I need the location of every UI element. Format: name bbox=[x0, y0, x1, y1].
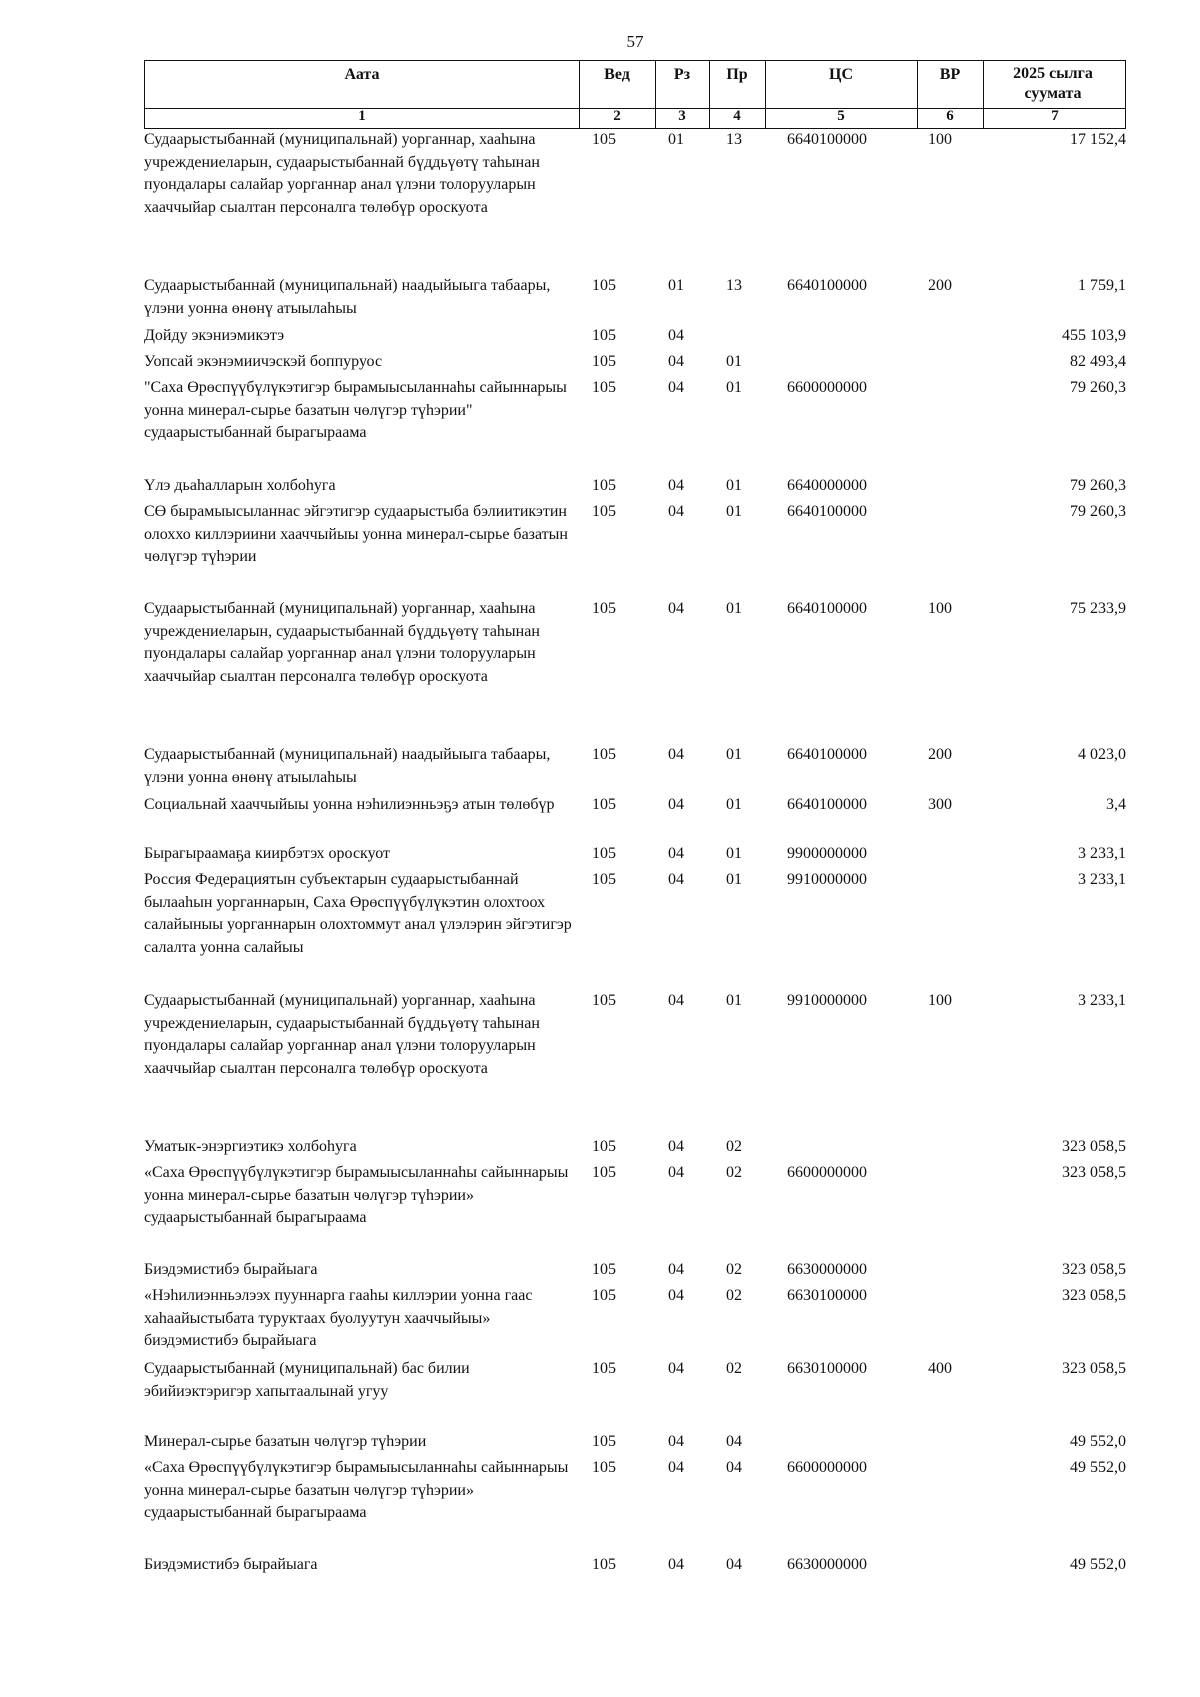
row-pr: 02 bbox=[726, 1360, 742, 1377]
row-vr: 100 bbox=[928, 992, 952, 1009]
row-cs: 6630000000 bbox=[787, 1261, 867, 1278]
row-ved: 105 bbox=[592, 1433, 616, 1450]
row-rz: 04 bbox=[668, 353, 684, 370]
column-number: 2 bbox=[613, 108, 621, 124]
row-name: Социальнай хааччыйыы уонна нэһилиэнньэҕэ атын төлөбүр bbox=[144, 796, 555, 813]
row-ved: 105 bbox=[592, 992, 616, 1009]
row-name: Россия Федерациятын субъектарын судаарыстыбаннай былааһын уорганнарын, Саха Өрөспүүбүлүкэтин олохтоох салайыныы уорганнарын олохтоммут анал үлэлэрин эйгэтигэр салалта уонна салайыы bbox=[144, 871, 572, 956]
row-cs: 6640100000 bbox=[787, 746, 867, 763]
row-ved: 105 bbox=[592, 131, 616, 148]
row-pr: 04 bbox=[726, 1556, 742, 1573]
row-sum: 79 260,3 bbox=[1070, 503, 1126, 520]
row-ved: 105 bbox=[592, 1556, 616, 1573]
row-name: Уматык-энэргиэтикэ холбоһуга bbox=[144, 1138, 357, 1155]
row-ved: 105 bbox=[592, 1287, 616, 1304]
row-sum: 323 058,5 bbox=[1062, 1138, 1126, 1155]
row-ved: 105 bbox=[592, 746, 616, 763]
row-sum: 79 260,3 bbox=[1070, 379, 1126, 396]
row-vr: 100 bbox=[928, 600, 952, 617]
row-name: Судаарыстыбаннай (муниципальнай) бас билии эбийиэктэригэр хапытаалынай угуу bbox=[144, 1360, 470, 1400]
row-rz: 04 bbox=[668, 871, 684, 888]
row-sum: 323 058,5 bbox=[1062, 1360, 1126, 1377]
row-sum: 3,4 bbox=[1106, 796, 1126, 813]
row-rz: 04 bbox=[668, 327, 684, 344]
row-name: Судаарыстыбаннай (муниципальнай) наадыйыыга табаары, үлэни уонна өнөнү атыылаһыы bbox=[144, 277, 551, 317]
row-pr: 01 bbox=[726, 503, 742, 520]
row-cs: 9910000000 bbox=[787, 992, 867, 1009]
row-pr: 01 bbox=[726, 845, 742, 862]
row-rz: 04 bbox=[668, 746, 684, 763]
row-cs: 6600000000 bbox=[787, 1164, 867, 1181]
row-sum: 17 152,4 bbox=[1070, 131, 1126, 148]
row-rz: 01 bbox=[668, 131, 684, 148]
row-pr: 01 bbox=[726, 871, 742, 888]
row-ved: 105 bbox=[592, 845, 616, 862]
column-number: 7 bbox=[1051, 108, 1059, 124]
row-ved: 105 bbox=[592, 1261, 616, 1278]
row-cs: 9910000000 bbox=[787, 871, 867, 888]
row-rz: 04 bbox=[668, 600, 684, 617]
row-sum: 3 233,1 bbox=[1078, 992, 1126, 1009]
row-name: Судаарыстыбаннай (муниципальнай) уорганнар, хааһына учреждениеларын, судаарыстыбаннай бүддьүөтү таһынан пуондалары салайар уорганнар анал үлэни толорууларын хааччыйар сыалтан персоналга төлөбүр ороскуота bbox=[144, 992, 540, 1077]
row-sum: 323 058,5 bbox=[1062, 1164, 1126, 1181]
row-sum: 323 058,5 bbox=[1062, 1287, 1126, 1304]
row-pr: 13 bbox=[726, 131, 742, 148]
row-name: Судаарыстыбаннай (муниципальнай) наадыйыыга табаары, үлэни уонна өнөнү атыылаһыы bbox=[144, 746, 551, 786]
row-pr: 02 bbox=[726, 1164, 742, 1181]
row-ved: 105 bbox=[592, 353, 616, 370]
row-cs: 6640100000 bbox=[787, 796, 867, 813]
row-sum: 79 260,3 bbox=[1070, 477, 1126, 494]
row-vr: 200 bbox=[928, 746, 952, 763]
row-name: Уопсай экэнэмиичэскэй боппуруос bbox=[144, 353, 383, 370]
row-name: Минерал-сырье базатын чөлүгэр түһэрии bbox=[144, 1433, 427, 1450]
row-cs: 6640000000 bbox=[787, 477, 867, 494]
row-name: «Нэһилиэнньэлээх пууннарга гааһы киллэрии уонна гаас хаһаайыстыбата туруктаах буолуутун хааччыйыы» биэдэмистибэ бырайыага bbox=[144, 1287, 533, 1350]
row-pr: 04 bbox=[726, 1459, 742, 1476]
row-rz: 04 bbox=[668, 796, 684, 813]
row-pr: 02 bbox=[726, 1138, 742, 1155]
row-ved: 105 bbox=[592, 871, 616, 888]
row-name: Биэдэмистибэ бырайыага bbox=[144, 1556, 318, 1573]
row-rz: 04 bbox=[668, 1556, 684, 1573]
header-name: Аата bbox=[344, 66, 380, 83]
row-vr: 400 bbox=[928, 1360, 952, 1377]
row-vr: 100 bbox=[928, 131, 952, 148]
row-sum: 49 552,0 bbox=[1070, 1433, 1126, 1450]
row-sum: 3 233,1 bbox=[1078, 871, 1126, 888]
row-sum: 49 552,0 bbox=[1070, 1556, 1126, 1573]
row-ved: 105 bbox=[592, 1164, 616, 1181]
row-ved: 105 bbox=[592, 327, 616, 344]
row-name: Биэдэмистибэ бырайыага bbox=[144, 1261, 318, 1278]
row-rz: 04 bbox=[668, 1459, 684, 1476]
row-sum: 3 233,1 bbox=[1078, 845, 1126, 862]
row-ved: 105 bbox=[592, 1360, 616, 1377]
row-pr: 04 bbox=[726, 1433, 742, 1450]
row-ved: 105 bbox=[592, 1138, 616, 1155]
row-pr: 01 bbox=[726, 796, 742, 813]
header-rz: Рз bbox=[673, 66, 691, 83]
row-cs: 6640100000 bbox=[787, 503, 867, 520]
row-rz: 04 bbox=[668, 503, 684, 520]
row-name: Үлэ дьаһалларын холбоһуга bbox=[144, 477, 336, 494]
row-rz: 04 bbox=[668, 1360, 684, 1377]
row-ved: 105 bbox=[592, 600, 616, 617]
row-sum: 323 058,5 bbox=[1062, 1261, 1126, 1278]
header-pr: Пр bbox=[726, 66, 748, 83]
row-rz: 04 bbox=[668, 845, 684, 862]
column-number: 3 bbox=[678, 108, 686, 124]
row-cs: 6630000000 bbox=[787, 1556, 867, 1573]
row-sum: 1 759,1 bbox=[1078, 277, 1126, 294]
row-sum: 4 023,0 bbox=[1078, 746, 1126, 763]
row-rz: 04 bbox=[668, 477, 684, 494]
row-pr: 01 bbox=[726, 992, 742, 1009]
row-sum: 82 493,4 bbox=[1070, 353, 1126, 370]
row-rz: 04 bbox=[668, 1433, 684, 1450]
row-pr: 02 bbox=[726, 1261, 742, 1278]
row-rz: 04 bbox=[668, 992, 684, 1009]
row-cs: 6600000000 bbox=[787, 379, 867, 396]
column-number: 1 bbox=[358, 108, 366, 124]
row-sum: 455 103,9 bbox=[1062, 327, 1126, 344]
row-name: «Саха Өрөспүүбүлүкэтигэр бырамыысыланнаһы сайыннарыы уонна минерал-сырье базатын чөлүгэр түһэрии» судаарыстыбаннай бырагыраама bbox=[144, 1164, 569, 1227]
row-pr: 13 bbox=[726, 277, 742, 294]
row-cs: 6640100000 bbox=[787, 277, 867, 294]
row-pr: 02 bbox=[726, 1287, 742, 1304]
row-rz: 04 bbox=[668, 1287, 684, 1304]
row-pr: 01 bbox=[726, 353, 742, 370]
row-cs: 6640100000 bbox=[787, 600, 867, 617]
row-pr: 01 bbox=[726, 600, 742, 617]
row-name: Судаарыстыбаннай (муниципальнай) уорганнар, хааһына учреждениеларын, судаарыстыбаннай бүддьүөтү таһынан пуондалары салайар уорганнар анал үлэни толорууларын хааччыйар сыалтан персоналга төлөбүр ороскуота bbox=[144, 131, 540, 216]
row-vr: 300 bbox=[928, 796, 952, 813]
row-name: «Саха Өрөспүүбүлүкэтигэр бырамыысыланнаһы сайыннарыы уонна минерал-сырье базатын чөлүгэр түһэрии» судаарыстыбаннай бырагыраама bbox=[144, 1459, 569, 1522]
row-pr: 01 bbox=[726, 746, 742, 763]
row-ved: 105 bbox=[592, 796, 616, 813]
column-number: 5 bbox=[837, 108, 845, 124]
header-cs: ЦС bbox=[829, 66, 853, 83]
row-pr: 01 bbox=[726, 379, 742, 396]
row-rz: 04 bbox=[668, 1138, 684, 1155]
row-name: Бырагыраамаҕа киирбэтэх ороскуот bbox=[144, 845, 390, 862]
page-number: 57 bbox=[626, 32, 644, 51]
row-name: Дойду экэниэмикэтэ bbox=[144, 327, 285, 344]
row-ved: 105 bbox=[592, 379, 616, 396]
header-ved: Вед bbox=[604, 66, 630, 83]
header-sum: 2025 сылга суумата bbox=[1013, 65, 1093, 102]
row-rz: 04 bbox=[668, 379, 684, 396]
row-cs: 9900000000 bbox=[787, 845, 867, 862]
row-cs: 6630100000 bbox=[787, 1287, 867, 1304]
row-cs: 6600000000 bbox=[787, 1459, 867, 1476]
row-ved: 105 bbox=[592, 477, 616, 494]
column-number: 4 bbox=[733, 108, 741, 124]
row-ved: 105 bbox=[592, 277, 616, 294]
row-name: Судаарыстыбаннай (муниципальнай) уорганнар, хааһына учреждениеларын, судаарыстыбаннай бүддьүөтү таһынан пуондалары салайар уорганнар анал үлэни толорууларын хааччыйар сыалтан персоналга төлөбүр ороскуота bbox=[144, 600, 540, 685]
row-ved: 105 bbox=[592, 1459, 616, 1476]
row-sum: 49 552,0 bbox=[1070, 1459, 1126, 1476]
row-sum: 75 233,9 bbox=[1070, 600, 1126, 617]
row-cs: 6630100000 bbox=[787, 1360, 867, 1377]
row-name: СӨ бырамыысыланнас эйгэтигэр судаарыстыба бэлиитикэтин олоххо киллэриини хааччыйыы уонна минерал-сырье базатын чөлүгэр түһэрии bbox=[144, 503, 568, 566]
row-name: "Саха Өрөспүүбүлүкэтигэр бырамыысыланнаһы сайыннарыы уонна минерал-сырье базатын чөлүгэр түһэрии" судаарыстыбаннай бырагыраама bbox=[144, 379, 567, 442]
row-rz: 04 bbox=[668, 1261, 684, 1278]
row-rz: 04 bbox=[668, 1164, 684, 1181]
row-pr: 01 bbox=[726, 477, 742, 494]
row-vr: 200 bbox=[928, 277, 952, 294]
row-ved: 105 bbox=[592, 503, 616, 520]
column-number: 6 bbox=[946, 108, 954, 124]
header-vr: ВР bbox=[939, 66, 961, 83]
row-cs: 6640100000 bbox=[787, 131, 867, 148]
row-rz: 01 bbox=[668, 277, 684, 294]
